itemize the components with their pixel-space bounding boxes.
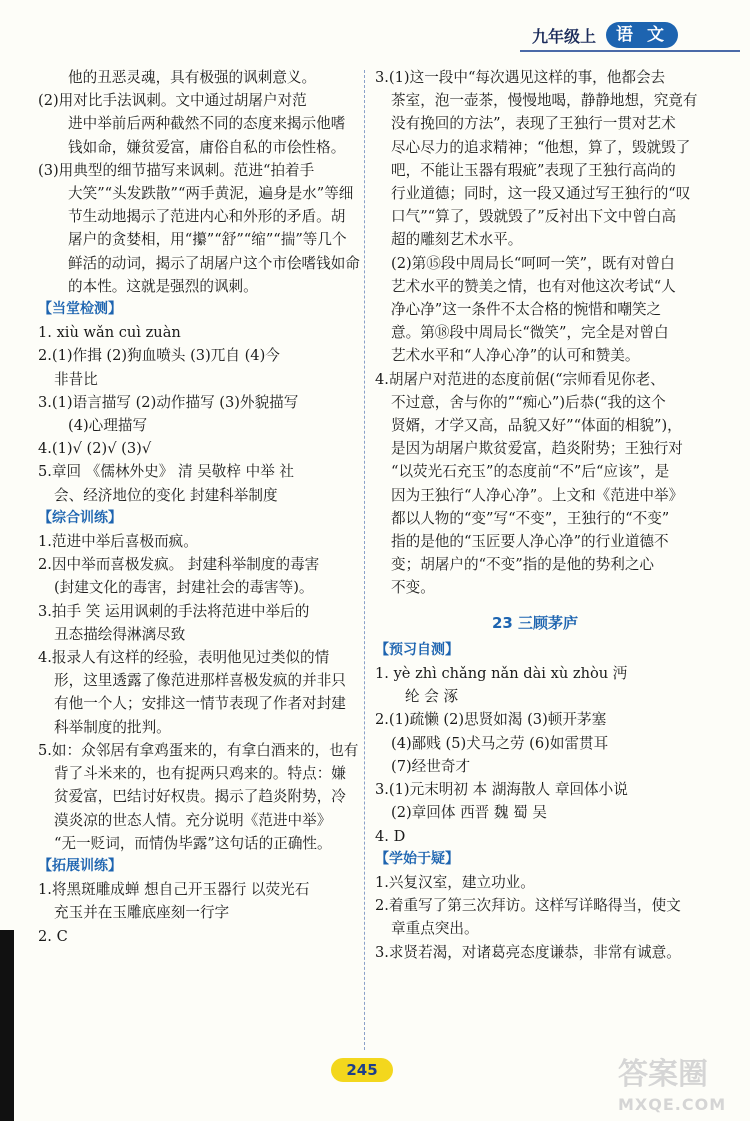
- answer-line: (封建文化的毒害，封建社会的毒害等)。: [54, 579, 314, 597]
- answer-line: 3.求贤若渴，对诸葛亮态度谦恭，非常有诚意。: [375, 943, 681, 961]
- column-divider: [364, 70, 365, 1050]
- answer-line: 丑态描绘得淋漓尽致: [54, 625, 186, 643]
- answer-line: (3)用典型的细节描写来讽刺。范进“拍着手: [38, 161, 315, 179]
- answer-line: 进中举前后两种截然不同的态度来揭示他嗜: [68, 115, 346, 133]
- right-column: [375, 66, 698, 964]
- answer-line: 没有挽回的方法”，表现了王独行一贯对艺术: [391, 115, 676, 133]
- answer-line: 3.(1)元末明初 本 湖海散人 章回体小说: [375, 781, 628, 799]
- answer-line: 因为王独行“人净心净”。上文和《范进中举》: [391, 486, 684, 504]
- left-answer-block-4: [38, 878, 356, 948]
- right-answer-block-1: [375, 66, 698, 600]
- answer-line: 钱如命，嫌贫爱富，庸俗自私的市侩性格。: [68, 138, 346, 156]
- answer-line: 2. C: [38, 927, 68, 945]
- answer-line: “以荧光石充玉”的态度前“不”后“应该”，是: [391, 463, 670, 481]
- watermark-logo: [618, 1057, 744, 1116]
- section-heading-preview: 【预习自测】: [375, 641, 459, 658]
- left-answer-block-1: [38, 66, 360, 298]
- answer-line: 1.将黑斑雕成蝉 想自己开玉器行 以荧光石: [38, 881, 310, 899]
- section-heading-questions: 【学始于疑】: [375, 850, 459, 867]
- answer-line: 尽心尽力的追求精神；“他想，算了，毁就毁了: [391, 138, 691, 156]
- answer-line: 有他一个人；安排这一情节表现了作者对封建: [54, 695, 346, 713]
- answer-line: 都以人物的“变”写“不变”，王独行的“不变”: [391, 509, 670, 527]
- page-edge-shadow: [0, 930, 14, 1121]
- answer-line: 科举制度的批判。: [54, 718, 171, 736]
- answer-line: 4.报录人有这样的经验，表明他见过类似的情: [38, 649, 330, 667]
- answer-line: (2)用对比手法讽刺。文中通过胡屠户对范: [38, 92, 307, 110]
- answer-line: 指的是他的“玉匠要人净心净”的行业道德不: [391, 533, 669, 551]
- answer-line: 2.着重写了第三次拜访。这样写详略得当，使文: [375, 897, 681, 915]
- left-answer-block-3: [38, 530, 359, 855]
- answer-line: 艺术水平的赞美之情，也有对他这次考试“人: [391, 277, 676, 295]
- answer-line: 3.拍手 笑 运用讽刺的手法将范进中举后的: [38, 602, 310, 620]
- watermark-url: MXQE.COM: [618, 1095, 727, 1114]
- answer-line: 4.胡屠户对范进的态度前倨(“宗师看见你老、: [375, 370, 665, 388]
- answer-line: 变；胡屠户的“不变”指的是他的势利之心: [391, 556, 655, 574]
- left-column: [38, 66, 360, 948]
- answer-line: 非昔比: [54, 370, 98, 388]
- answer-line: 纶 会 涿: [405, 688, 459, 706]
- header-rule: [520, 50, 740, 52]
- answer-line: 1.兴复汉室，建立功业。: [375, 873, 535, 891]
- left-answer-block-2: [38, 321, 356, 507]
- subject-badge: 语 文: [606, 22, 678, 48]
- answer-line: 是因为胡屠户欺贫爱富，趋炎附势；王独行对: [391, 440, 683, 458]
- answer-line: 不过意，舍与你的”“痴心”)后恭(“我的这个: [391, 393, 666, 411]
- answer-line: “无一贬词，而情伪毕露”这句话的正确性。: [54, 834, 332, 852]
- answer-line: 意。第⑱段中周局长“微笑”，完全是对曾白: [391, 324, 669, 342]
- answer-line: 屠户的贪婪相，用“攥”“舒”“缩”“揣”等几个: [68, 231, 347, 249]
- answer-line: 行业道德；同时，这一段又通过写王独行的“叹: [391, 185, 691, 203]
- answer-line: (4)鄙贱 (5)犬马之劳 (6)如雷贯耳: [391, 734, 609, 752]
- answer-line: 2.因中举而喜极发疯。 封建科举制度的毒害: [38, 556, 320, 574]
- page-header: [0, 0, 750, 60]
- answer-line: 茶室，泡一壶茶，慢慢地喝，静静地想，究竟有: [391, 92, 698, 110]
- right-answer-block-3: [375, 871, 695, 964]
- answer-line: 1. yè zhì chǎng nǎn dài xù zhòu 沔: [375, 665, 628, 683]
- answer-line: 5.如：众邻居有拿鸡蛋来的，有拿白酒来的，也有: [38, 741, 359, 759]
- answer-line: 5.章回 《儒林外史》 清 吴敬梓 中举 社: [38, 463, 295, 481]
- answer-line: 2.(1)作揖 (2)狗血喷头 (3)兀自 (4)今: [38, 347, 280, 365]
- answer-line: 章重点突出。: [391, 920, 479, 938]
- answer-line: 漠炎凉的世态人情。充分说明《范进中举》: [54, 811, 332, 829]
- section-heading-classroom-check: 【当堂检测】: [38, 301, 122, 318]
- answer-line: 超的雕刻艺术水平。: [391, 231, 523, 249]
- answer-line: 充玉并在玉雕底座刻一行字: [54, 904, 230, 922]
- section-heading-extension: 【拓展训练】: [38, 857, 122, 874]
- answer-line: 贤婿，才学又高，品貌又好”“体面的相貌”)，: [391, 417, 682, 435]
- answer-line: (2)章回体 西晋 魏 蜀 吴: [391, 804, 547, 822]
- answer-line: 4.(1)√ (2)√ (3)√: [38, 440, 152, 458]
- answer-line: 2.(1)疏懒 (2)思贤如渴 (3)顿开茅塞: [375, 711, 607, 729]
- answer-line: 大笑”“头发跌散”“两手黄泥，遍身是水”等细: [68, 185, 354, 203]
- answer-line: 形，这里透露了像范进那样喜极发疯的并非只: [54, 672, 346, 690]
- answer-line: 节生动地揭示了范进内心和外形的矛盾。胡: [68, 208, 346, 226]
- answer-line: 鲜活的动词，揭示了胡屠户这个市侩嗜钱如命: [68, 254, 360, 272]
- answer-line: (7)经世奇才: [391, 757, 471, 775]
- answer-line: (2)第⑮段中周局长“呵呵一笑”，既有对曾白: [391, 254, 675, 272]
- answer-line: 1. xiù wǎn cuì zuàn: [38, 324, 181, 342]
- answer-line: 口气”“算了，毁就毁了”反衬出下文中曾白高: [391, 208, 677, 226]
- grade-label: 九年级上: [532, 27, 597, 46]
- page-number: 245: [331, 1058, 393, 1082]
- answer-line: 不变。: [391, 579, 435, 597]
- answer-line: 吧，不能让玉器有瑕疵”表现了王独行高尚的: [391, 161, 676, 179]
- answer-line: 的本性。这就是强烈的讽刺。: [68, 277, 258, 295]
- answer-line: (4)心理描写: [68, 417, 148, 435]
- answer-line: 3.(1)语言描写 (2)动作描写 (3)外貌描写: [38, 393, 299, 411]
- answer-line: 贫爱富，巴结讨好权贵。揭示了趋炎附势，冷: [54, 788, 346, 806]
- watermark-text: 答案圈: [618, 1057, 708, 1092]
- answer-line: 1.范进中举后喜极而疯。: [38, 533, 198, 551]
- answer-line: 3.(1)这一段中“每次遇见这样的事，他都会去: [375, 69, 666, 86]
- right-answer-block-2: [375, 662, 695, 848]
- answer-line: 他的丑恶灵魂，具有极强的讽刺意义。: [68, 69, 317, 86]
- answer-line: 艺术水平和“人净心净”的认可和赞美。: [391, 347, 640, 365]
- section-heading-comprehensive: 【综合训练】: [38, 509, 122, 526]
- answer-line: 净心净”这一条件不太合格的惋惜和嘲笑之: [391, 301, 662, 319]
- lesson-title: 23 三顾茅庐: [491, 613, 579, 632]
- answer-line: 会、经济地位的变化 封建科举制度: [54, 486, 278, 504]
- answer-line: 4. D: [375, 827, 406, 845]
- answer-line: 背了斗米来的，也有捉两只鸡来的。特点：嫌: [54, 765, 346, 783]
